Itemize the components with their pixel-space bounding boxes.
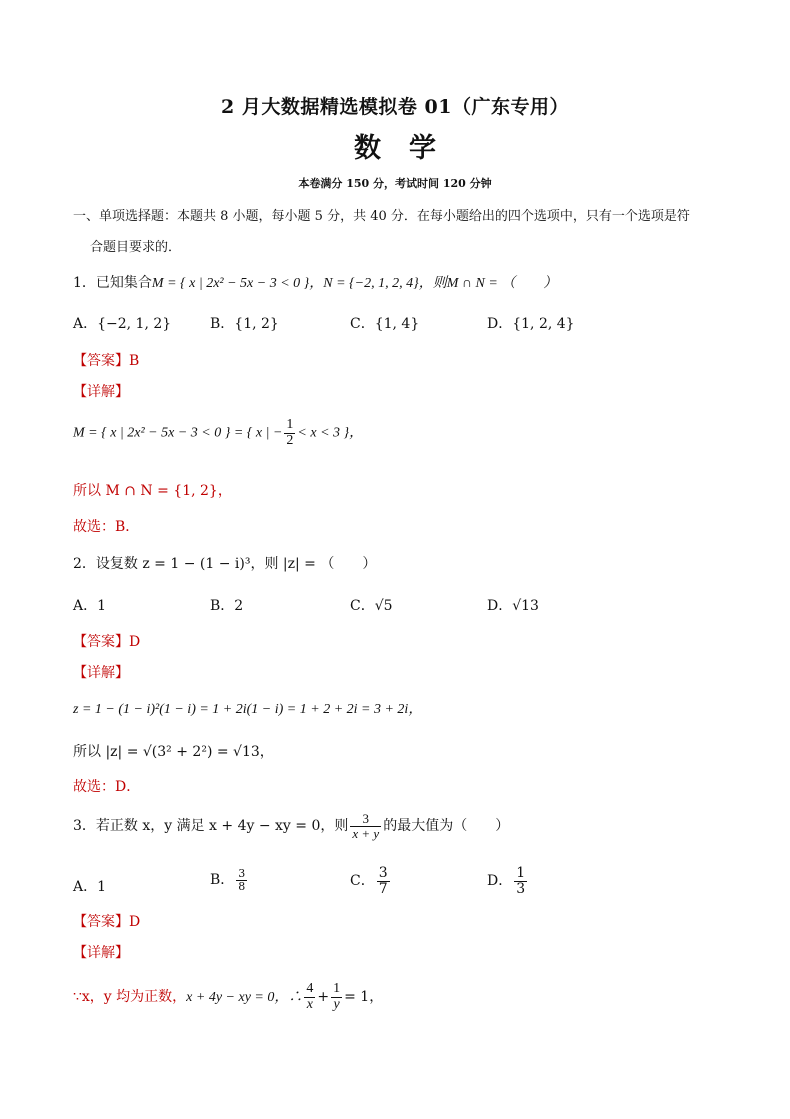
q3-option-c-num: 3	[378, 865, 388, 881]
q1-set-n: ，N = {−2, 1, 2, 4}，则	[309, 276, 447, 291]
q3-sol-frac1-num: 4	[306, 981, 314, 996]
q3-option-a: A．1	[73, 879, 107, 895]
q3-option-b	[210, 868, 249, 892]
q2-solution-line1: z = 1 − (1 − i)²(1 − i) = 1 + 2i(1 − i) = 1 + 2 + 2i = 3 + 2i，	[73, 702, 423, 717]
subject-heading: 数学	[354, 133, 464, 164]
q3-option-c-den: 7	[378, 880, 388, 897]
q3-frac-den: x + y	[352, 825, 380, 841]
q3-sol-frac2-num: 1	[333, 981, 341, 996]
q2-solution-line2: 所以 |z| = √(3² + 2²) = √13，	[73, 744, 274, 760]
q3-sol-frac1-den: x	[304, 997, 315, 1013]
q1-option-b: B．{1, 2}	[210, 316, 279, 332]
section-instruction-line1: 一、单项选择题：本题共 8 小题，每小题 5 分，共 40 分．在每小题给出的四个选项中，只有一个选项是符	[73, 209, 690, 224]
q1-sol-part2: < x < 3 }，	[297, 425, 364, 441]
q3-sol-plus: +	[317, 989, 330, 1006]
question-1-stem	[73, 272, 557, 292]
q1-prefix: 1．已知集合	[73, 275, 152, 291]
q3-option-b-label: B．	[210, 872, 235, 889]
q1-sol-frac-den: 2	[286, 432, 294, 448]
q1-set-m: M = { x | 2x² − 5x − 3 < 0 }	[151, 276, 310, 291]
q1-solution-line3: 故选：B．	[73, 519, 140, 535]
q3-option-c-label: C．	[350, 873, 375, 890]
q3-option-d	[487, 866, 529, 896]
q3-solution-line1	[73, 982, 383, 1012]
q3-sol-part1: ∵x，y 均为正数，	[73, 989, 187, 1006]
page-title: 2 月大数据精选模拟卷 01（广东专用）	[221, 96, 569, 118]
q2-option-a: A．1	[73, 598, 107, 614]
q2-option-d: D．√13	[487, 598, 539, 614]
question-2-stem: 2．设复数 z = 1 − (1 − i)³，则 |z| = （ ）	[73, 556, 377, 572]
q3-option-d-num: 1	[516, 865, 526, 881]
question-3-stem	[73, 812, 509, 840]
q1-answer: 【答案】B	[73, 353, 140, 369]
q2-detail-label: 【详解】	[73, 665, 129, 681]
q3-sol-frac2-den: y	[331, 997, 342, 1013]
q3-answer: 【答案】D	[73, 914, 141, 930]
q3-stem-part2: 的最大值为（ ）	[383, 818, 510, 835]
q2-answer: 【答案】D	[73, 634, 141, 650]
q3-option-d-den: 3	[516, 880, 526, 897]
q3-sol-end: = 1，	[344, 989, 384, 1006]
q1-option-d: D．{1, 2, 4}	[487, 316, 575, 332]
q3-stem-part1: 3．若正数 x，y 满足 x + 4y − xy = 0，则	[73, 818, 349, 835]
q1-ask: M ∩ N = （ ）	[446, 276, 558, 291]
q2-option-b: B．2	[210, 598, 244, 614]
q1-option-c: C．{1, 4}	[350, 316, 420, 332]
exam-info: 本卷满分 150 分，考试时间 120 分钟	[298, 177, 492, 190]
q3-frac-num: 3	[362, 811, 370, 826]
q3-detail-label: 【详解】	[73, 945, 129, 961]
q1-option-a: A．{−2, 1, 2}	[73, 316, 172, 332]
q1-solution-line1	[73, 418, 363, 448]
q2-solution-line3: 故选：D．	[73, 779, 141, 795]
section-instruction-line2: 合题目要求的．	[90, 240, 182, 255]
q1-solution-line2: 所以 M ∩ N = {1, 2}，	[73, 483, 232, 499]
q3-option-c	[350, 866, 392, 896]
q1-sol-part1: M = { x | 2x² − 5x − 3 < 0 } = { x | −	[73, 425, 283, 441]
q3-option-d-label: D．	[487, 873, 513, 890]
q1-detail-label: 【详解】	[73, 384, 129, 400]
q3-sol-part2: x + 4y − xy = 0，∴	[186, 990, 303, 1006]
q2-option-c: C．√5	[350, 598, 393, 614]
q1-sol-frac-num: 1	[286, 417, 294, 432]
q3-option-b-num: 3	[238, 867, 246, 880]
q3-option-b-den: 8	[238, 879, 246, 893]
